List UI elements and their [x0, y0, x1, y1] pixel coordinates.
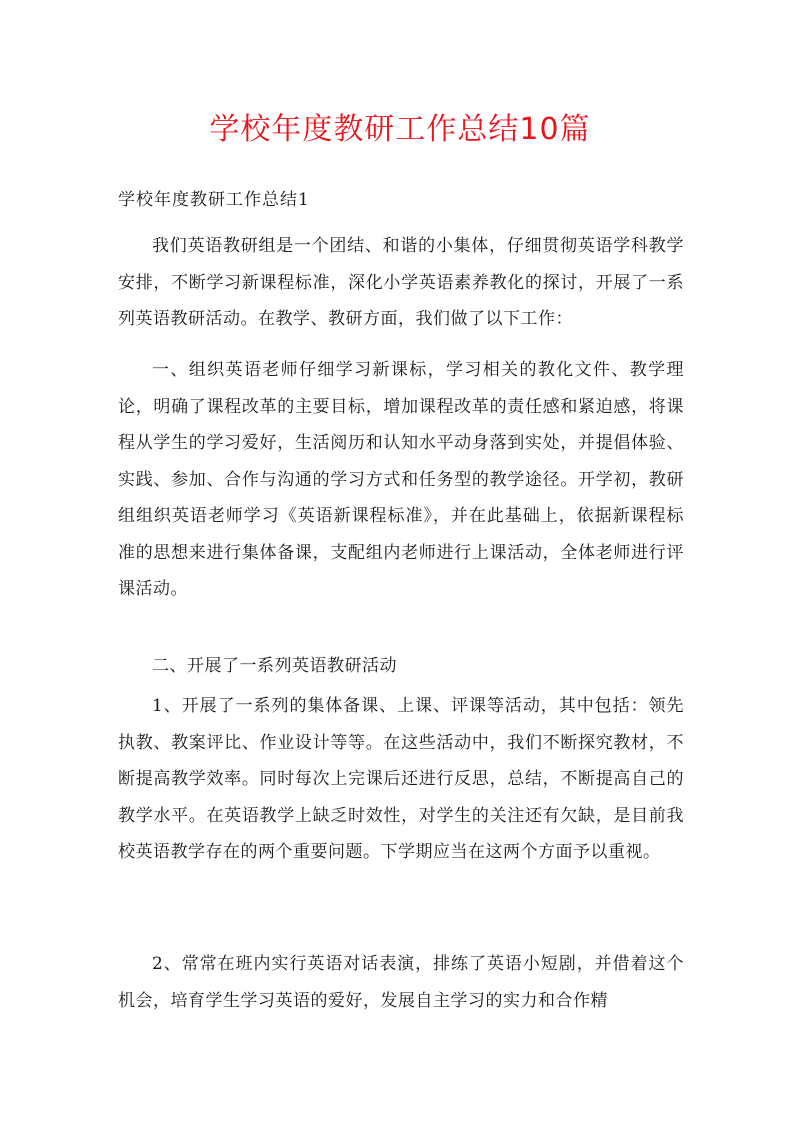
- paragraph-item-one: 一、组织英语老师仔细学习新课标，学习相关的教化文件、教学理论，明确了课程改革的主要目标，增加课程改革的责任感和紧迫感，将课程从学生的学习爱好，生活阅历和认知水平动身落到实处，并提倡体验、实践、参加、合作与沟通的学习方式和任务型的教学途径。开学初，教研组组织英语老师学习《英语新课程标准》，并在此基础上，依据新课程标准的思想来进行集体备课，支配组内老师进行上课活动，全体老师进行评课活动。: [118, 360, 684, 599]
- paragraph-sub-item-one: 1、开展了一系列的集体备课、上课、评课等活动，其中包括：领先执教、教案评比、作业设计等等。在这些活动中，我们不断探究教材，不断提高教学效率。同时每次上完课后还进行反思，总结，不断提高自己的教学水平。在英语教学上缺乏时效性，对学生的关注还有欠缺，是目前我校英语教学存在的两个重要问题。下学期应当在这两个方面予以重视。: [118, 696, 684, 862]
- document-title: 学校年度教研工作总结10篇: [209, 112, 591, 147]
- paragraph-item-two-heading: 二、开展了一系列英语教研活动: [152, 656, 397, 676]
- paragraph-intro: 我们英语教研组是一个团结、和谐的小集体，仔细贯彻英语学科教学安排，不断学习新课程标准，深化小学英语素养教化的探讨，开展了一系列英语教研活动。在教学、教研方面，我们做了以下工作：: [118, 236, 684, 329]
- section-heading: 学校年度教研工作总结1: [118, 190, 310, 210]
- paragraph-sub-item-two: 2、常常在班内实行英语对话表演，排练了英语小短剧，并借着这个机会，培育学生学习英语的爱好，发展自主学习的实力和合作精: [118, 954, 684, 1011]
